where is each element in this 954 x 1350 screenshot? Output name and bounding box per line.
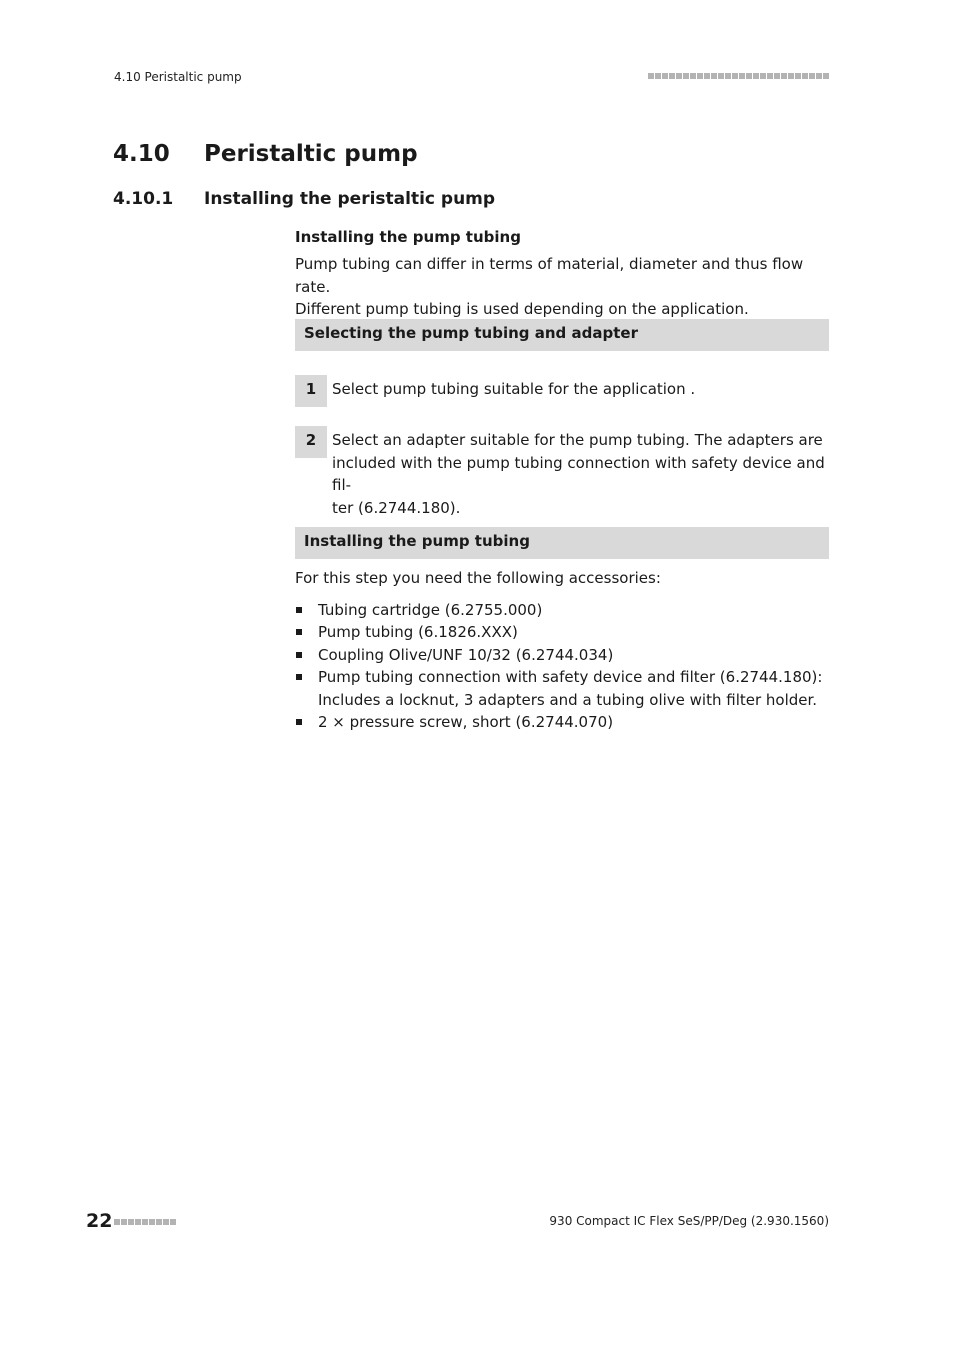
section-band-installing — [295, 527, 829, 559]
heading2-number: 4.10.1 — [113, 189, 174, 209]
step-line: Select pump tubing suitable for the application . — [332, 380, 696, 398]
section-band-selecting — [295, 319, 829, 351]
intro-paragraph — [295, 253, 829, 321]
list-item: 2 × pressure screw, short (6.2744.070) — [318, 713, 614, 731]
bullet-marker — [296, 674, 302, 680]
section-band-title: Installing the pump tubing — [304, 532, 530, 550]
step-line: ter (6.2744.180). — [332, 498, 461, 517]
list-item: Tubing cartridge (6.2755.000) — [318, 601, 543, 619]
running-header-section: 4.10 Peristaltic pump — [114, 70, 242, 84]
heading1-title: Peristaltic pump — [204, 141, 418, 167]
header-decoration-dots — [648, 73, 829, 79]
intro-line: Pump tubing can differ in terms of material, diameter and thus flow rate. — [295, 255, 804, 296]
bullet-marker — [296, 719, 302, 725]
list-item: Pump tubing connection with safety device and filter (6.2744.180): Includes a locknut, 3 adapters and a tubing olive with filter holder. — [318, 668, 823, 709]
intro-line: Different pump tubing is used depending on the application. — [295, 300, 749, 318]
step-line: included with the pump tubing connection with safety device and fil- — [332, 453, 825, 494]
list-item: Coupling Olive/UNF 10/32 (6.2744.034) — [318, 646, 614, 664]
bullet-marker — [296, 652, 302, 658]
step-line: Select an adapter suitable for the pump tubing. The adapters are — [332, 431, 823, 449]
bullet-marker — [296, 629, 302, 635]
step-number-badge: 2 — [295, 426, 327, 458]
document-title: 930 Compact IC Flex SeS/PP/Deg (2.930.1560) — [549, 1214, 829, 1228]
step-number-badge: 1 — [295, 375, 327, 407]
heading2-title: Installing the peristaltic pump — [204, 189, 496, 209]
accessories-intro: For this step you need the following accessories: — [295, 569, 661, 587]
step-text — [332, 378, 832, 401]
heading1-number: 4.10 — [113, 141, 170, 167]
list-item: Pump tubing (6.1826.XXX) — [318, 623, 518, 641]
subheading: Installing the pump tubing — [295, 228, 521, 246]
bullet-marker — [296, 607, 302, 613]
section-band-title: Selecting the pump tubing and adapter — [304, 324, 638, 342]
footer-decoration-dots — [114, 1219, 176, 1225]
page-number: 22 — [86, 1210, 113, 1232]
step-text — [332, 429, 832, 519]
